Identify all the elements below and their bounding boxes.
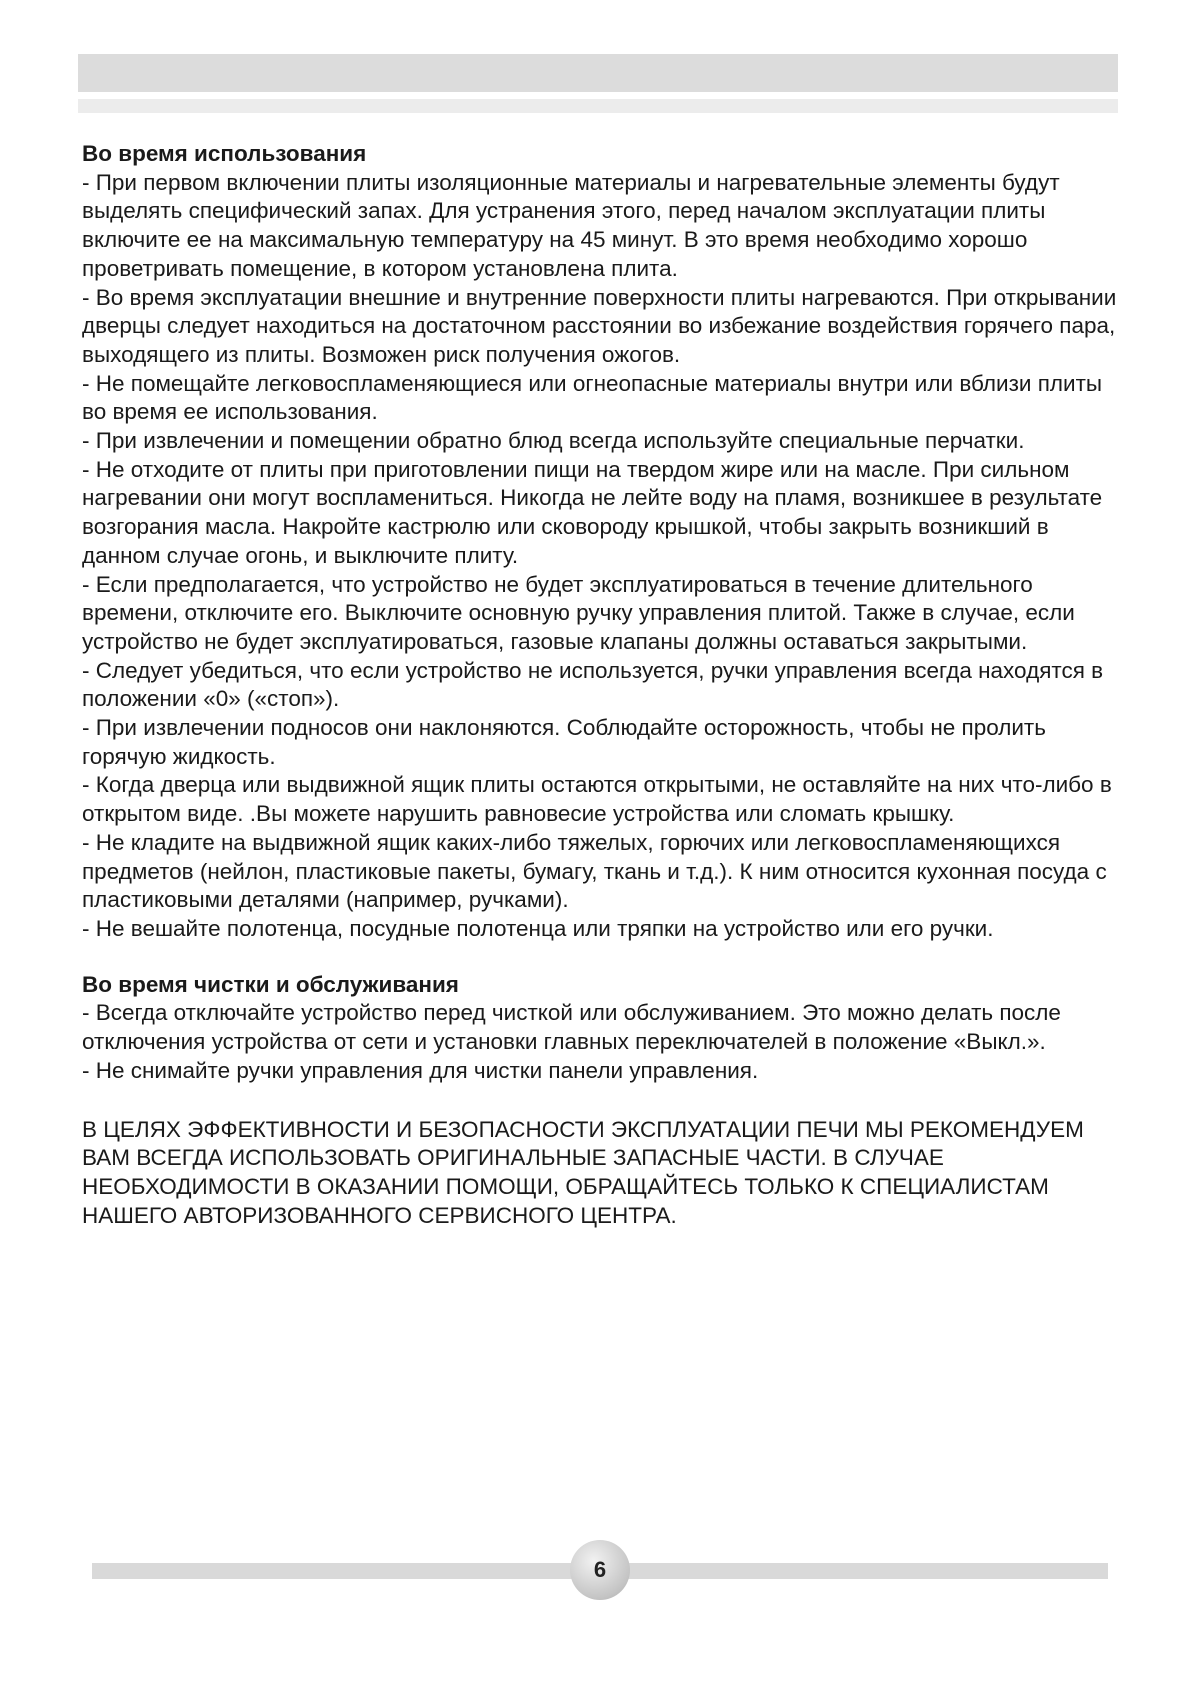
header-divider <box>78 99 1118 113</box>
cleaning-item-2: - Не снимайте ручки управления для чистки панели управления. <box>82 1057 759 1083</box>
use-item-11: - Не вешайте полотенца, посудные полотенца или тряпки на устройство или его ручки. <box>82 915 994 941</box>
use-item-6: - Если предполагается, что устройство не будет эксплуатироваться в течение длительного времени, отключите его. Выключите основную ручку управления плитой. Также в случае, если устройство не будет эксплуатироваться, газовые клапаны должны оставаться закрытыми. <box>82 571 1075 654</box>
notice-spacer <box>82 1086 1127 1116</box>
use-item-2: - Во время эксплуатации внешние и внутренние поверхности плиты нагреваются. При открывании дверцы следует находиться на достаточном расстоянии во избежание воздействия горячего пара, выходящего из плиты. Возможен риск получения ожогов. <box>82 284 1117 367</box>
section-title-use: Во время использования <box>82 141 367 166</box>
cleaning-item-1: - Всегда отключайте устройство перед чисткой или обслуживанием. Это можно делать после отключения устройства от сети и установки главных переключателей в положение «Выкл.». <box>82 1000 1061 1055</box>
use-item-4: - При извлечении и помещении обратно блюд всегда используйте специальные перчатки. <box>82 428 1025 454</box>
use-item-1: - При первом включении плиты изоляционные материалы и нагревательные элементы будут выделять специфический запах. Для устранения этого, перед началом эксплуатации плиты включите ее на максимальную температуру на 45 минут. В это время необходимо хорошо проветривать помещение, в котором установлена плита. <box>82 169 1060 281</box>
use-item-8: - При извлечении подносов они наклоняются. Соблюдайте осторожность, чтобы не пролить горячую жидкость. <box>82 715 1046 769</box>
header-band <box>78 54 1118 92</box>
use-item-10: - Не кладите на выдвижной ящик каких-либо тяжелых, горючих или легковоспламеняющихся предметов (нейлон, пластиковые пакеты, бумагу, ткань и т.д.). К ним относится кухонная посуда с пластиковыми деталями (например, ручками). <box>82 829 1107 913</box>
use-item-5: - Не отходите от плиты при приготовлении пищи на твердом жире или на масле. При сильном нагревании они могут воспламениться. Никогда не лейте воду на пламя, возникшее в результате возгорания масла. Накройте кастрюлю или сковороду крышкой, чтобы закрыть возникший в данном случае огонь, и выключите плиту. <box>82 456 1103 568</box>
page-number: 6 <box>593 1557 607 1582</box>
page-content <box>82 140 1127 1230</box>
section-title-cleaning: Во время чистки и обслуживания <box>82 971 459 997</box>
use-item-7: - Следует убедиться, что если устройство не используется, ручки управления всегда находятся в положении «0» («стоп»). <box>82 657 1104 712</box>
use-item-9: - Когда дверца или выдвижной ящик плиты остаются открытыми, не оставляйте на них что-либо в открытом виде. .Вы можете нарушить равновесие устройства или сломать крышку. <box>82 772 1112 827</box>
spare-parts-notice: В ЦЕЛЯХ ЭФФЕКТИВНОСТИ И БЕЗОПАСНОСТИ ЭКСПЛУАТАЦИИ ПЕЧИ МЫ РЕКОМЕНДУЕМ ВАМ ВСЕГДА ИСПОЛЬЗОВАТЬ ОРИГИНАЛЬНЫЕ ЗАПАСНЫЕ ЧАСТИ. В СЛУЧАЕ НЕОБХОДИМОСТИ В ОКАЗАНИИ ПОМОЩИ, ОБРАЩАЙТЕСЬ ТОЛЬКО К СПЕЦИАЛИСТАМ НАШЕГО АВТОРИЗОВАННОГО СЕРВИСНОГО ЦЕНТРА. <box>82 1116 1084 1228</box>
section-spacer <box>82 944 1127 971</box>
page-number-badge <box>570 1540 630 1600</box>
use-item-3: - Не помещайте легковоспламеняющиеся или огнеопасные материалы внутри или вблизи плиты во время ее использования. <box>82 370 1103 425</box>
